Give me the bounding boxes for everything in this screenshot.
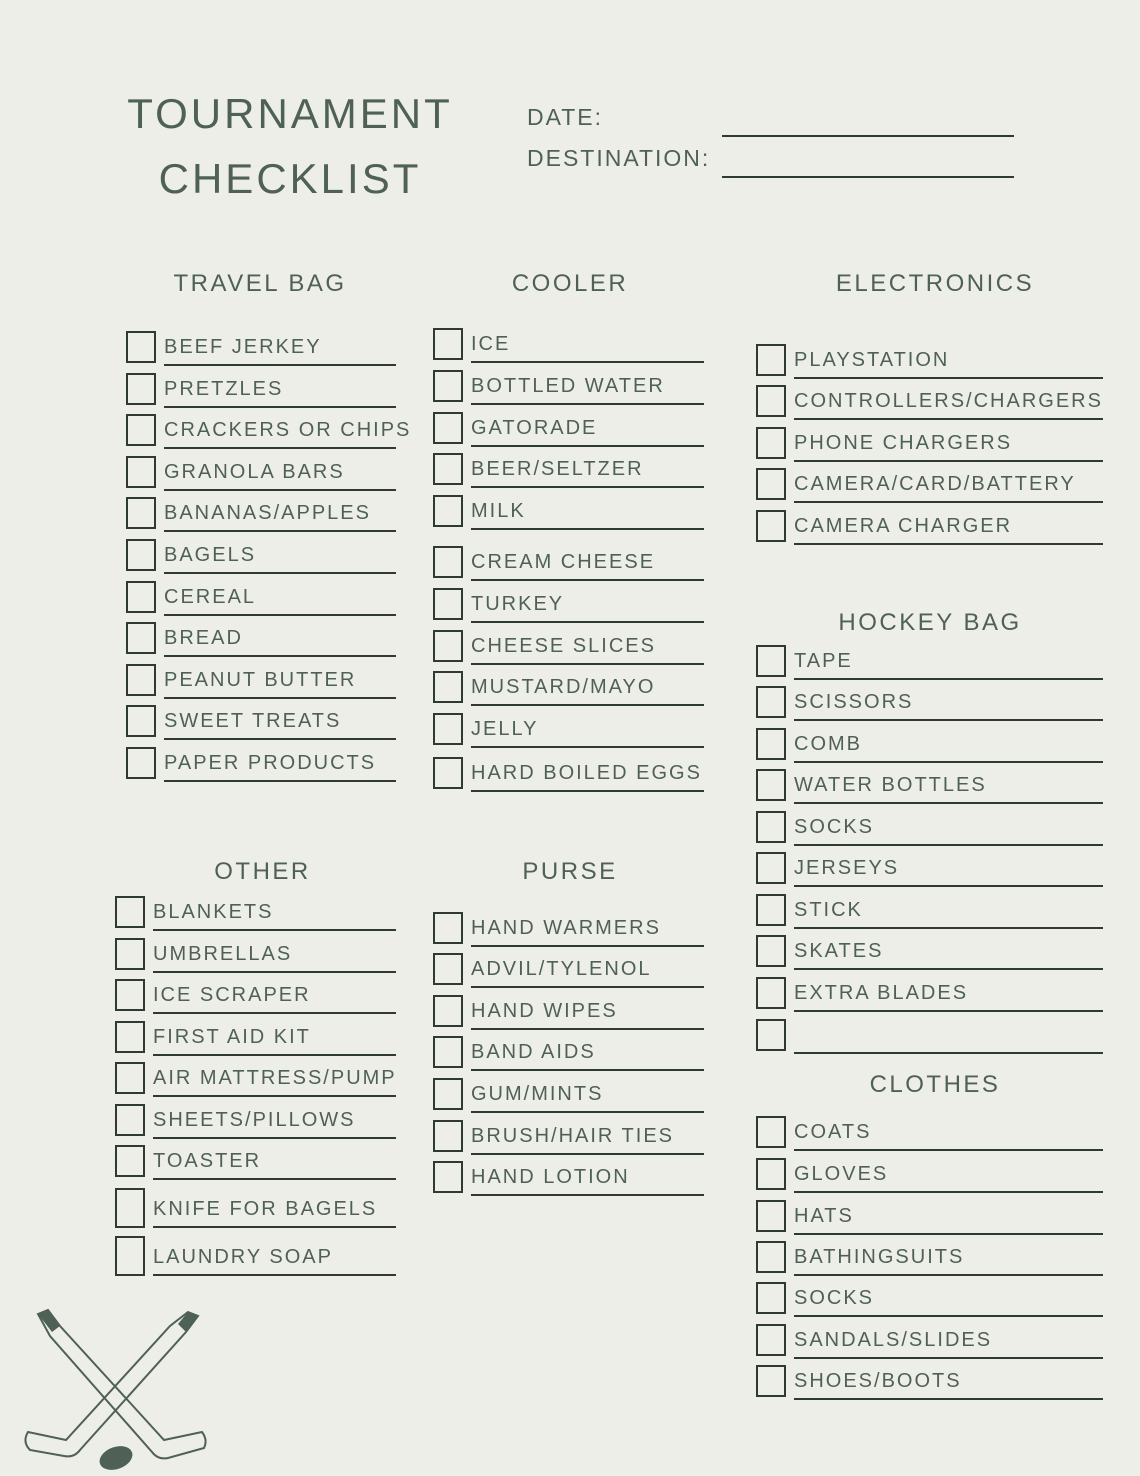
item-underline	[153, 1137, 396, 1139]
item-underline	[794, 802, 1103, 804]
checkbox[interactable]	[433, 1161, 463, 1193]
checklist-item-label: CREAM CHEESE	[471, 551, 656, 573]
item-underline	[164, 572, 396, 574]
item-underline	[471, 403, 704, 405]
checkbox[interactable]	[126, 581, 156, 613]
heading-cooler: COOLER	[511, 270, 629, 297]
item-underline	[794, 885, 1103, 887]
checklist-item-label: ADVIL/TYLENOL	[471, 958, 652, 980]
checkbox[interactable]	[433, 757, 463, 789]
item-underline	[471, 579, 704, 581]
checklist-item-label: TAPE	[794, 650, 853, 672]
checkbox[interactable]	[115, 896, 145, 928]
item-underline	[794, 1357, 1103, 1359]
checkbox[interactable]	[756, 510, 786, 542]
checklist-item-label: SHEETS/PILLOWS	[153, 1109, 356, 1131]
destination-field[interactable]	[722, 176, 1014, 178]
checklist-item-label: HARD BOILED EGGS	[471, 762, 702, 784]
checklist-item-label: AIR MATTRESS/PUMP	[153, 1067, 397, 1089]
item-underline	[471, 663, 704, 665]
checklist-item-label: SOCKS	[794, 816, 875, 838]
checkbox[interactable]	[756, 686, 786, 718]
checkbox[interactable]	[756, 427, 786, 459]
checkbox[interactable]	[756, 1116, 786, 1148]
checklist-item-label: PRETZLES	[164, 378, 284, 400]
checkbox[interactable]	[115, 1062, 145, 1094]
crossed-hockey-sticks-icon	[18, 1300, 218, 1472]
item-underline	[794, 501, 1103, 503]
checkbox[interactable]	[756, 1019, 786, 1051]
item-underline	[471, 486, 704, 488]
checklist-item-label: CONTROLLERS/CHARGERS	[794, 390, 1103, 412]
checkbox[interactable]	[126, 539, 156, 571]
checklist-item-label: CAMERA CHARGER	[794, 515, 1013, 537]
checkbox[interactable]	[756, 728, 786, 760]
item-underline	[471, 1194, 704, 1196]
item-underline	[471, 1153, 704, 1155]
checklist-item-label: PHONE CHARGERS	[794, 432, 1013, 454]
checkbox[interactable]	[126, 373, 156, 405]
item-underline	[794, 968, 1103, 970]
item-underline	[164, 447, 396, 449]
checklist-item-label: CEREAL	[164, 586, 257, 608]
item-underline	[794, 927, 1103, 929]
checkbox[interactable]	[115, 938, 145, 970]
checklist-item-label: BANANAS/APPLES	[164, 502, 371, 524]
checkbox[interactable]	[115, 1104, 145, 1136]
checklist-item-label: GLOVES	[794, 1163, 889, 1185]
page-title-line2: CHECKLIST	[158, 155, 422, 202]
checkbox[interactable]	[433, 370, 463, 402]
checklist-item-label: WATER BOTTLES	[794, 774, 987, 796]
item-underline	[471, 528, 704, 530]
item-underline	[164, 530, 396, 532]
checkbox[interactable]	[756, 1241, 786, 1273]
item-underline	[794, 1149, 1103, 1151]
heading-purse: PURSE	[522, 858, 618, 885]
item-underline	[153, 1012, 396, 1014]
item-underline	[153, 1178, 396, 1180]
checklist-item-label: HAND WIPES	[471, 1000, 618, 1022]
item-underline	[471, 1111, 704, 1113]
item-underline	[164, 406, 396, 408]
checklist-item-label: STICK	[794, 899, 863, 921]
checkbox[interactable]	[433, 546, 463, 578]
checkbox[interactable]	[433, 1036, 463, 1068]
checkbox[interactable]	[756, 1365, 786, 1397]
item-underline	[794, 418, 1103, 420]
heading-electronics: ELECTRONICS	[835, 270, 1035, 297]
checklist-item-label: BRUSH/HAIR TIES	[471, 1125, 674, 1147]
checklist-item-label: BEEF JERKEY	[164, 336, 322, 358]
checklist-item-label: LAUNDRY SOAP	[153, 1246, 333, 1268]
checklist-item-label: SHOES/BOOTS	[794, 1370, 962, 1392]
checklist-item-label: ICE	[471, 333, 511, 355]
checkbox[interactable]	[433, 995, 463, 1027]
item-underline	[794, 1315, 1103, 1317]
item-underline	[471, 746, 704, 748]
checklist-item-label: PEANUT BUTTER	[164, 669, 357, 691]
item-underline	[794, 1010, 1103, 1012]
checklist-item-label: BEER/SELTZER	[471, 458, 644, 480]
checkbox[interactable]	[756, 1282, 786, 1314]
checkbox[interactable]	[126, 622, 156, 654]
checklist-item-label: MUSTARD/MAYO	[471, 676, 656, 698]
item-underline	[153, 1095, 396, 1097]
item-underline	[153, 971, 396, 973]
item-underline	[471, 1028, 704, 1030]
checklist-item-label: BATHINGSUITS	[794, 1246, 965, 1268]
item-underline	[471, 361, 704, 363]
checkbox[interactable]	[433, 713, 463, 745]
checkbox[interactable]	[756, 1324, 786, 1356]
checkbox[interactable]	[433, 412, 463, 444]
checklist-item-label: SKATES	[794, 940, 884, 962]
checklist-item-label: TURKEY	[471, 593, 565, 615]
item-underline	[471, 790, 704, 792]
checkbox[interactable]	[115, 1021, 145, 1053]
checklist-item-label: SCISSORS	[794, 691, 914, 713]
checklist-item-label: PLAYSTATION	[794, 349, 950, 371]
checkbox[interactable]	[115, 1188, 145, 1228]
checkbox[interactable]	[433, 1120, 463, 1152]
item-underline	[153, 929, 396, 931]
heading-other: OTHER	[214, 858, 311, 885]
checkbox[interactable]	[433, 453, 463, 485]
checklist-item-label: GATORADE	[471, 417, 598, 439]
heading-travel-bag: TRAVEL BAG	[173, 270, 347, 297]
checkbox[interactable]	[756, 769, 786, 801]
item-underline	[164, 655, 396, 657]
checklist-item-label: GRANOLA BARS	[164, 461, 345, 483]
checkbox[interactable]	[433, 953, 463, 985]
date-label: DATE:	[527, 104, 604, 130]
item-underline	[164, 489, 396, 491]
checkbox[interactable]	[433, 671, 463, 703]
checklist-item-label: BAGELS	[164, 544, 257, 566]
checkbox[interactable]	[126, 664, 156, 696]
item-underline	[471, 704, 704, 706]
checklist-item-label: MILK	[471, 500, 526, 522]
checklist-item-label: JERSEYS	[794, 857, 900, 879]
item-underline	[164, 614, 396, 616]
checklist-item-label: BOTTLED WATER	[471, 375, 665, 397]
checkbox[interactable]	[115, 1236, 145, 1276]
checklist-item-label: COATS	[794, 1121, 872, 1143]
checklist-item-label: FIRST AID KIT	[153, 1026, 311, 1048]
checklist-item-label: KNIFE FOR BAGELS	[153, 1198, 378, 1220]
checkbox[interactable]	[756, 852, 786, 884]
checkbox[interactable]	[433, 1078, 463, 1110]
checklist-item-label: GUM/MINTS	[471, 1083, 604, 1105]
checkbox[interactable]	[756, 894, 786, 926]
checkbox[interactable]	[756, 977, 786, 1009]
checklist-item-label: PAPER PRODUCTS	[164, 752, 377, 774]
checkbox[interactable]	[433, 328, 463, 360]
checklist-item-label: COMB	[794, 733, 862, 755]
checkbox[interactable]	[126, 497, 156, 529]
checklist-item-label: HAND LOTION	[471, 1166, 630, 1188]
heading-clothes: CLOTHES	[869, 1071, 1001, 1098]
checklist-item-label: CAMERA/CARD/BATTERY	[794, 473, 1076, 495]
checklist-item-label: CRACKERS OR CHIPS	[164, 419, 412, 441]
checklist-item-label: HAND WARMERS	[471, 917, 661, 939]
item-underline	[471, 1069, 704, 1071]
checklist-item-label: JELLY	[471, 718, 539, 740]
checklist-item-label: SOCKS	[794, 1287, 875, 1309]
checklist-item-label: CHEESE SLICES	[471, 635, 656, 657]
item-underline	[153, 1226, 396, 1228]
item-underline	[794, 1233, 1103, 1235]
checklist-item-label: UMBRELLAS	[153, 943, 293, 965]
checklist-item-label: BLANKETS	[153, 901, 274, 923]
checkbox[interactable]	[433, 495, 463, 527]
item-underline	[794, 1191, 1103, 1193]
checkbox[interactable]	[756, 811, 786, 843]
item-underline	[471, 445, 704, 447]
item-underline	[794, 543, 1103, 545]
checklist-item-label: BAND AIDS	[471, 1041, 596, 1063]
checkbox[interactable]	[433, 588, 463, 620]
checkbox[interactable]	[115, 1145, 145, 1177]
item-underline	[794, 844, 1103, 846]
heading-hockey-bag: HOCKEY BAG	[838, 609, 1022, 636]
item-underline	[164, 738, 396, 740]
page-title-line1: TOURNAMENT	[127, 90, 453, 137]
checkbox[interactable]	[756, 468, 786, 500]
item-underline	[794, 377, 1103, 379]
checkbox[interactable]	[433, 912, 463, 944]
item-underline	[153, 1054, 396, 1056]
item-underline	[794, 719, 1103, 721]
date-field[interactable]	[722, 135, 1014, 137]
item-underline	[794, 1274, 1103, 1276]
checkbox[interactable]	[756, 645, 786, 677]
item-underline	[164, 697, 396, 699]
item-underline	[164, 780, 396, 782]
checkbox[interactable]	[756, 935, 786, 967]
checklist-item-label: TOASTER	[153, 1150, 262, 1172]
checkbox[interactable]	[756, 1158, 786, 1190]
checkbox[interactable]	[126, 705, 156, 737]
checkbox[interactable]	[126, 414, 156, 446]
checkbox[interactable]	[126, 747, 156, 779]
checklist-item-label: SANDALS/SLIDES	[794, 1329, 993, 1351]
checkbox[interactable]	[756, 1200, 786, 1232]
checkbox[interactable]	[756, 385, 786, 417]
checkbox[interactable]	[126, 331, 156, 363]
checklist-item-label: EXTRA BLADES	[794, 982, 969, 1004]
checkbox[interactable]	[433, 630, 463, 662]
item-underline	[164, 364, 396, 366]
checklist-item-label: SWEET TREATS	[164, 710, 342, 732]
item-underline	[794, 460, 1103, 462]
checklist-item-label: BREAD	[164, 627, 243, 649]
checklist-item-label: HATS	[794, 1205, 854, 1227]
destination-label: DESTINATION:	[527, 145, 711, 171]
checklist-item-label: ICE SCRAPER	[153, 984, 311, 1006]
item-underline	[794, 1052, 1103, 1054]
item-underline	[471, 986, 704, 988]
item-underline	[794, 1398, 1103, 1400]
item-underline	[153, 1274, 396, 1276]
item-underline	[794, 678, 1103, 680]
checkbox[interactable]	[756, 344, 786, 376]
checkbox[interactable]	[115, 979, 145, 1011]
item-underline	[471, 621, 704, 623]
item-underline	[471, 945, 704, 947]
item-underline	[794, 761, 1103, 763]
checkbox[interactable]	[126, 456, 156, 488]
